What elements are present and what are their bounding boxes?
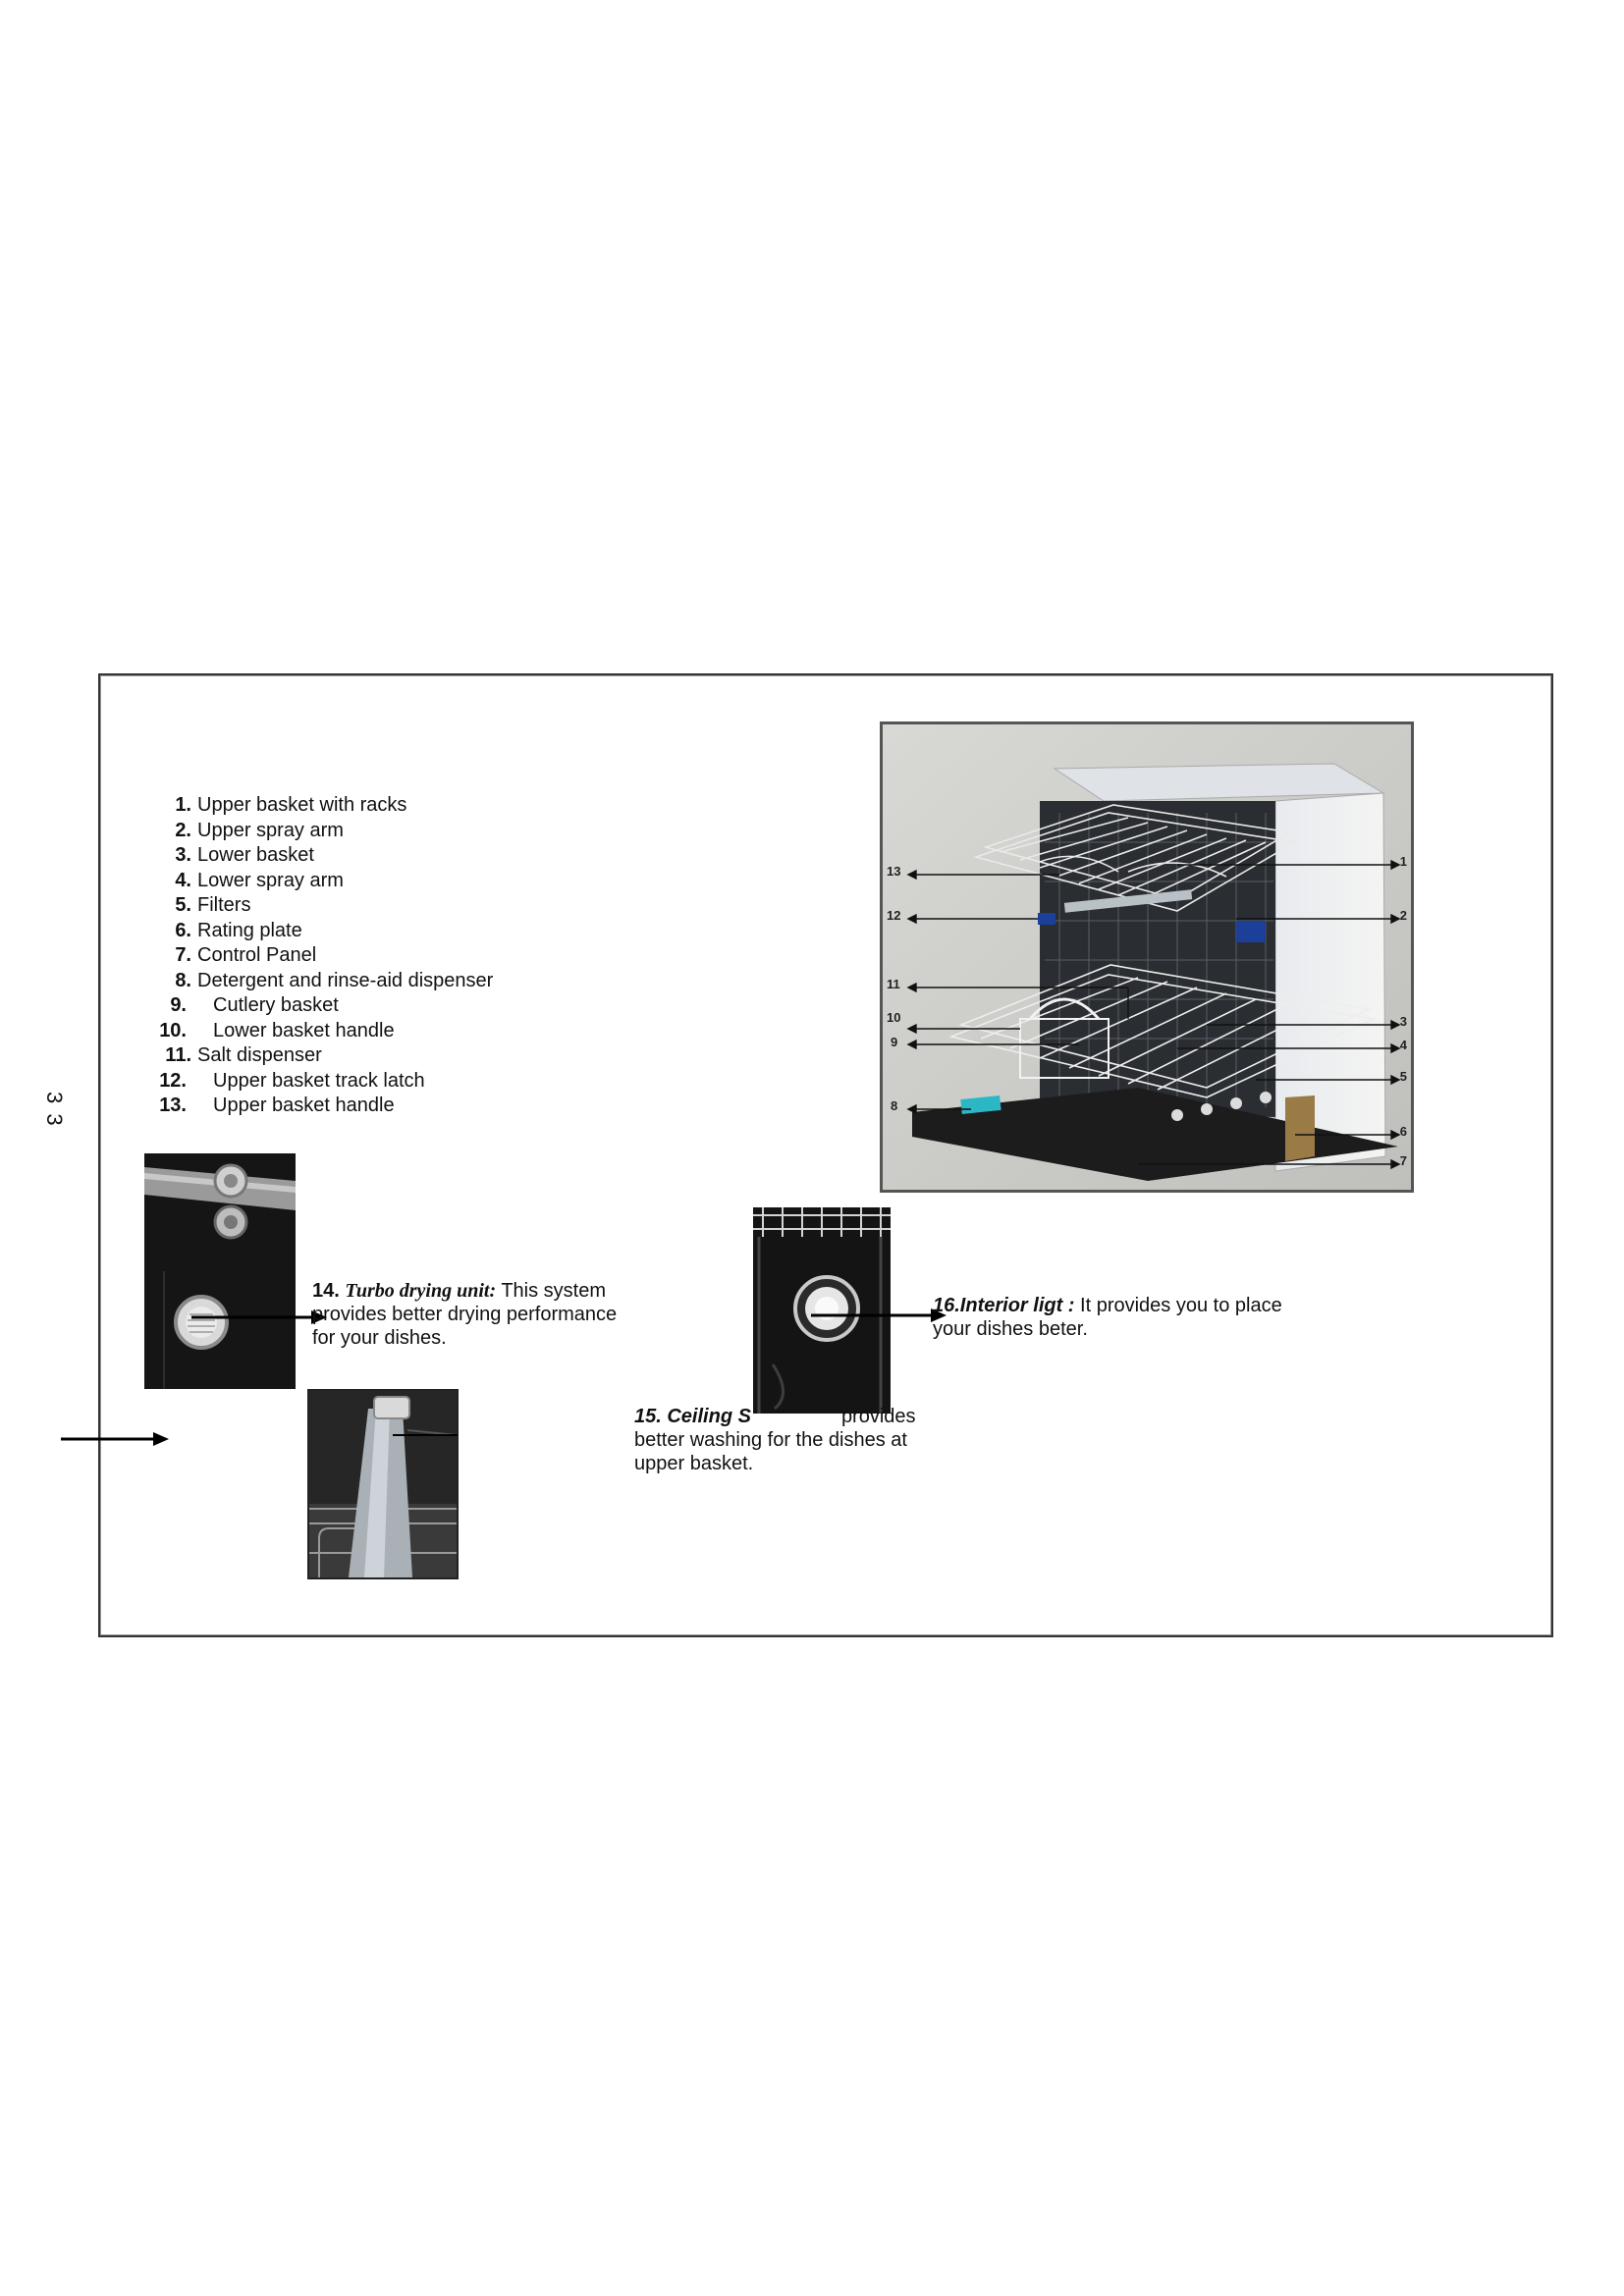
list-item: 3. Lower basket xyxy=(175,844,314,866)
turbo-drying-unit-photo xyxy=(144,1153,296,1389)
diagram-label: 12 xyxy=(887,908,901,923)
diagram-label: 4 xyxy=(1399,1038,1407,1052)
list-item: 10. Lower basket handle xyxy=(159,1019,395,1041)
diagram-label: 10 xyxy=(887,1010,901,1025)
diagram-label: 6 xyxy=(1399,1124,1407,1139)
list-item: 7. Control Panel xyxy=(175,944,317,966)
diagram-label: 1 xyxy=(1399,854,1407,869)
ceiling-spray-photo xyxy=(307,1389,459,1579)
list-item: 1. Upper basket with racks xyxy=(175,794,407,816)
list-item: 8. Detergent and rinse-aid dispenser xyxy=(175,969,494,991)
list-item: 13. Upper basket handle xyxy=(159,1095,395,1116)
list-item: 9. Cutlery basket xyxy=(170,994,339,1016)
ceiling-spray-callout: 15. Ceiling S provides better washing for the dishes at upper basket. xyxy=(634,1406,916,1474)
diagram-label: 13 xyxy=(887,864,901,879)
diagram-label: 3 xyxy=(1399,1014,1407,1029)
list-item: 5. Filters xyxy=(175,894,251,916)
list-item: 4. Lower spray arm xyxy=(175,869,344,891)
diagram-label: 5 xyxy=(1399,1069,1407,1084)
interior-light-callout: 16.Interior ligt : It provides you to place your dishes beter. xyxy=(933,1295,1282,1340)
page-number-mark: 3 3 xyxy=(42,1092,67,1128)
turbo-drying-callout: 14. Turbo drying unit: This system provides better drying performance for your dishes. xyxy=(312,1280,618,1349)
list-item: 2. Upper spray arm xyxy=(175,819,344,841)
diagram-label: 2 xyxy=(1399,908,1407,923)
turbo-arrow xyxy=(191,1308,329,1327)
list-item: 6. Rating plate xyxy=(175,919,302,941)
interior-light-arrow xyxy=(811,1306,948,1325)
diagram-label: 7 xyxy=(1399,1153,1407,1168)
parts-list xyxy=(155,793,607,1119)
dishwasher-diagram xyxy=(880,721,1414,1193)
diagram-label: 8 xyxy=(891,1098,898,1113)
diagram-label: 11 xyxy=(887,977,900,991)
diagram-label: 9 xyxy=(891,1035,898,1049)
ceiling-arrow xyxy=(393,1430,461,1440)
list-item: 12. Upper basket track latch xyxy=(159,1069,425,1092)
left-margin-arrow xyxy=(61,1429,171,1449)
list-item: 11. Salt dispenser xyxy=(165,1044,322,1066)
